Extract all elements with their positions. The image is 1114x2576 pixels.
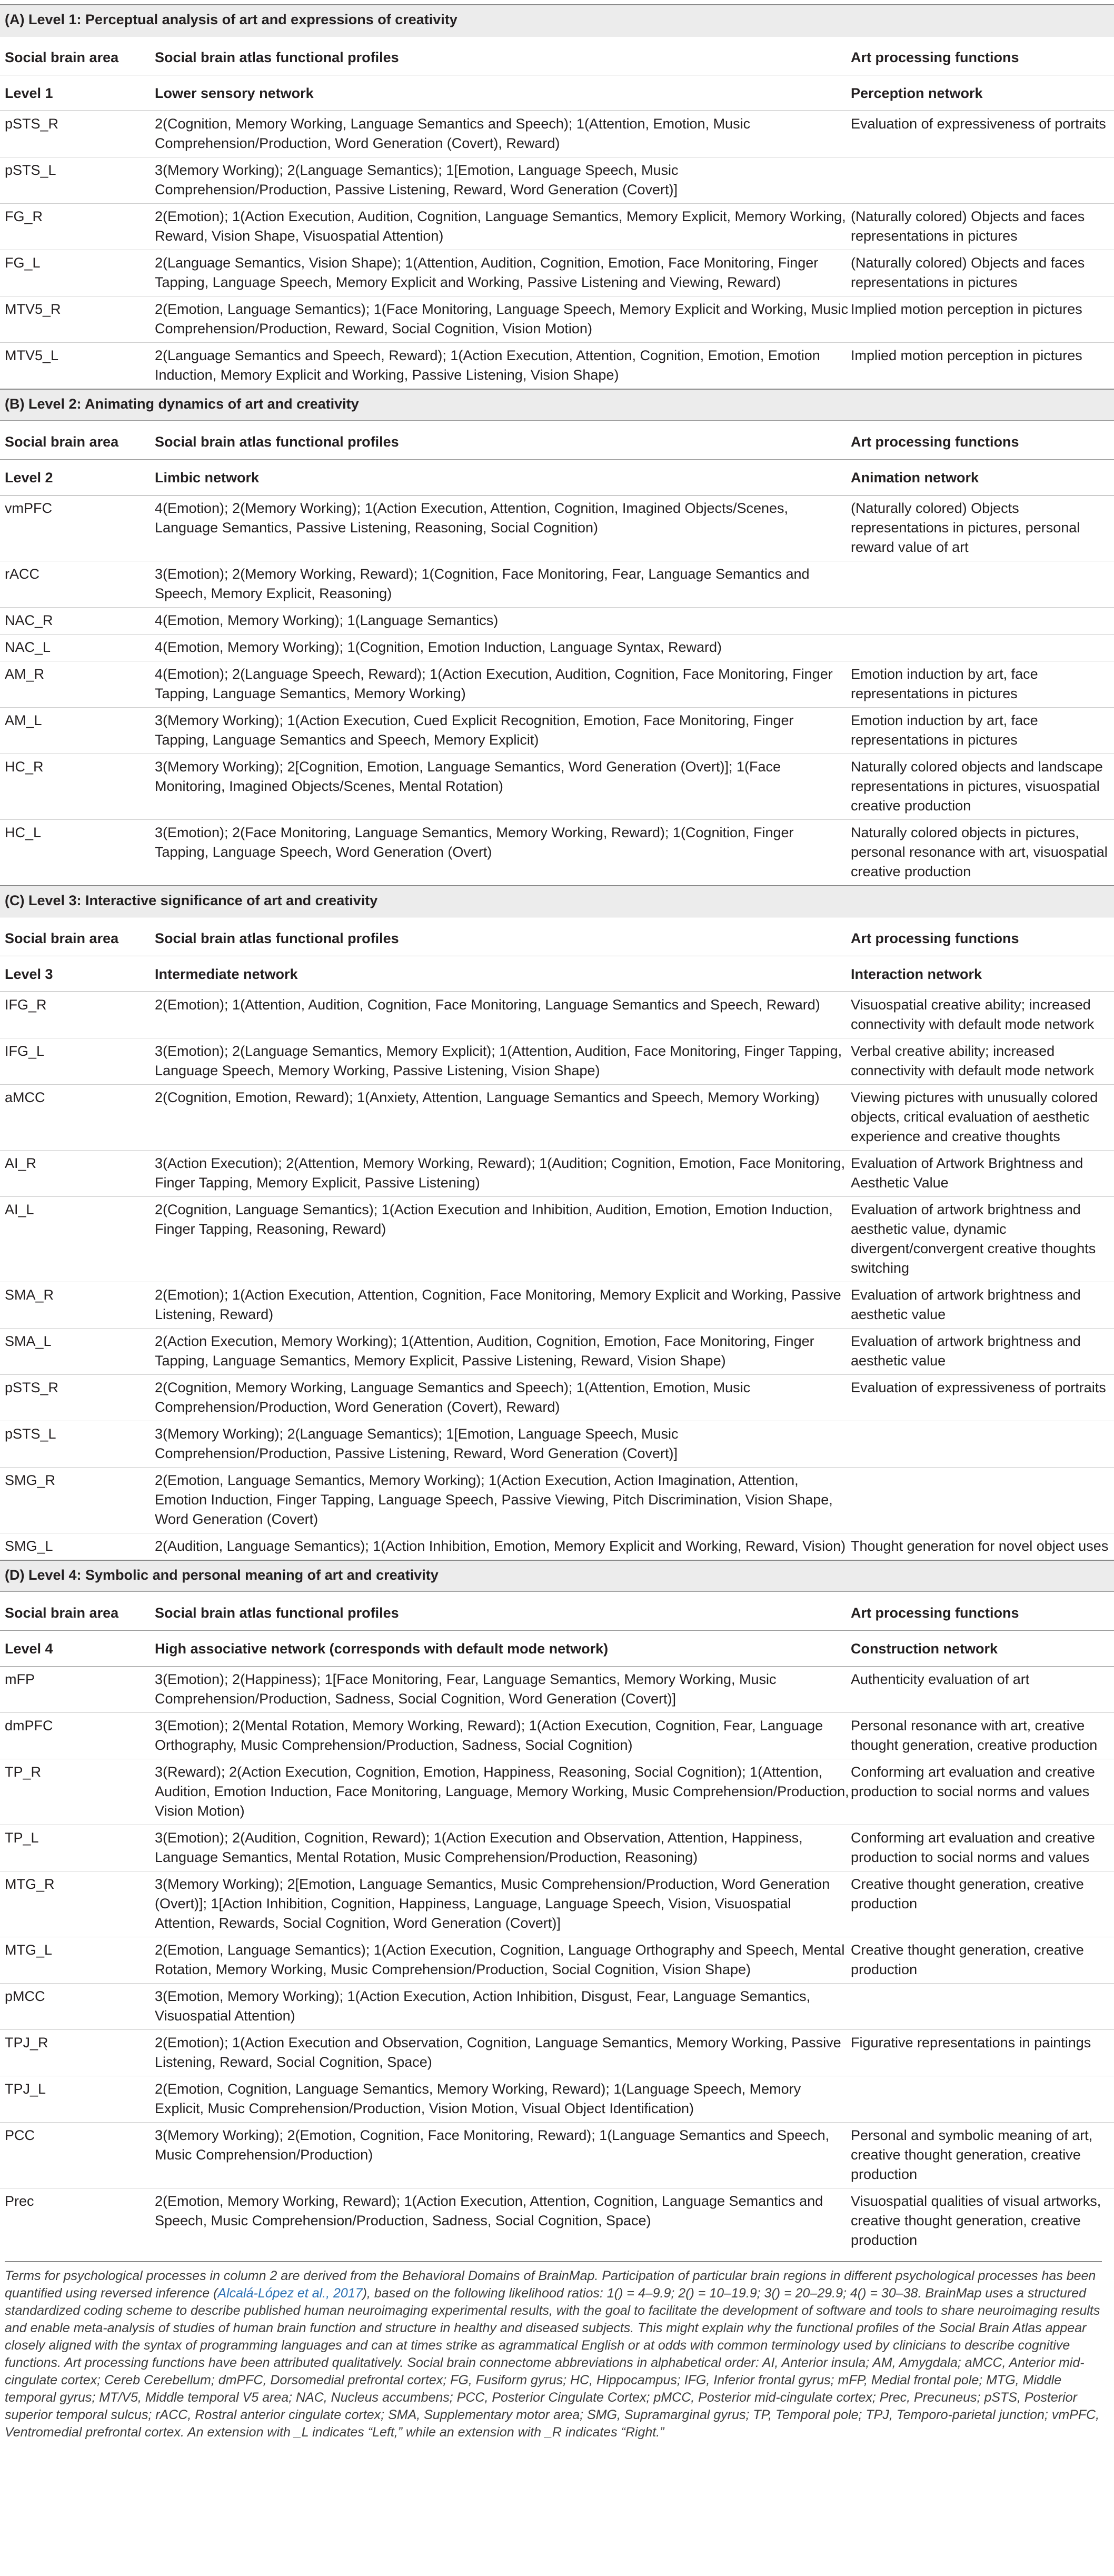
table-row [0, 1984, 1114, 2030]
brain-area-cell: Prec [0, 2188, 150, 2254]
art-function-cell: (Naturally colored) Objects representations in pictures, personal reward value of art [851, 496, 1114, 561]
art-function-cell: Implied motion perception in pictures [851, 296, 1114, 343]
section-title: (D) Level 4: Symbolic and personal meaning of art and creativity [0, 1560, 1114, 1592]
level-label: Level 3 [0, 956, 150, 992]
brain-area-cell: pSTS_L [0, 157, 150, 204]
art-function-cell: Emotion induction by art, face representations in pictures [851, 708, 1114, 754]
brain-area-cell: IFG_L [0, 1038, 150, 1085]
functional-profile-cell: 3(Action Execution); 2(Attention, Memory Working, Reward); 1(Audition; Cognition, Emotion, Face Monitoring, Finger Tapping, Memory Explicit, Passive Listening) [150, 1151, 851, 1197]
functional-profile-cell: 2(Action Execution, Memory Working); 1(Attention, Audition, Cognition, Emotion, Face Monitoring, Finger Tapping, Language Semantics, Memory Explicit, Passive Listening, Reward, Vision Shape) [150, 1329, 851, 1375]
brain-area-cell: dmPFC [0, 1713, 150, 1759]
functional-profile-cell: 2(Audition, Language Semantics); 1(Action Inhibition, Emotion, Memory Explicit and Working, Reward, Vision) [150, 1533, 851, 1561]
brain-area-cell: TP_R [0, 1759, 150, 1825]
table-row [0, 1038, 1114, 1085]
brain-area-cell: vmPFC [0, 496, 150, 561]
art-function-cell: Naturally colored objects and landscape representations in pictures, visuospatial creative production [851, 754, 1114, 820]
functional-profile-cell: 3(Memory Working); 1(Action Execution, Cued Explicit Recognition, Emotion, Face Monitoring, Finger Tapping, Language Semantics and Speech, Memory Explicit) [150, 708, 851, 754]
functional-profile-cell: 2(Cognition, Emotion, Reward); 1(Anxiety, Attention, Language Semantics and Speech, Memory Working) [150, 1085, 851, 1151]
section-title: (B) Level 2: Animating dynamics of art and creativity [0, 389, 1114, 421]
brain-area-cell: MTG_R [0, 1871, 150, 1937]
brain-area-cell: aMCC [0, 1085, 150, 1151]
column-header-row [0, 1592, 1114, 1631]
brain-area-cell: MTG_L [0, 1937, 150, 1984]
table-row [0, 2123, 1114, 2188]
table-row [0, 1667, 1114, 1713]
functional-profile-cell: 3(Emotion); 2(Face Monitoring, Language Semantics, Memory Working, Reward); 1(Cognition, Finger Tapping, Language Speech, Word Generation (Overt) [150, 820, 851, 886]
functional-profile-cell: 2(Emotion, Language Semantics); 1(Action Execution, Cognition, Language Orthography and Speech, Mental Rotation, Memory Working, Music Comprehension/Production, Social Cognition, Vision Shape) [150, 1937, 851, 1984]
table-row [0, 157, 1114, 204]
table-row [0, 635, 1114, 661]
table-row [0, 1085, 1114, 1151]
brain-area-cell: pSTS_R [0, 1375, 150, 1421]
table-row [0, 496, 1114, 561]
functional-profile-cell: 3(Memory Working); 2[Emotion, Language Semantics, Music Comprehension/Production, Word Generation (Overt)]; 1[Action Inhibition, Cognition, Happiness, Language, Language Speech, Vision, Visuospatial Attention, Rewards, Social Cognition, Word Generation (Covert)] [150, 1871, 851, 1937]
functional-profile-cell: 4(Emotion); 2(Language Speech, Reward); 1(Action Execution, Audition, Cognition, Face Monitoring, Finger Tapping, Language Semantics, Memory Working) [150, 661, 851, 708]
functional-profile-cell: 4(Emotion); 2(Memory Working); 1(Action Execution, Attention, Cognition, Imagined Objects/Scenes, Language Semantics, Passive Listening, Reasoning, Social Cognition) [150, 496, 851, 561]
functional-profile-cell: 2(Emotion, Memory Working, Reward); 1(Action Execution, Attention, Cognition, Language Semantics and Speech, Music Comprehension/Production, Sadness, Social Cognition, Space) [150, 2188, 851, 2254]
brain-area-cell: TP_L [0, 1825, 150, 1871]
art-function-cell: Evaluation of Artwork Brightness and Aesthetic Value [851, 1151, 1114, 1197]
table-row [0, 661, 1114, 708]
table-row [0, 2076, 1114, 2123]
table-row [0, 2188, 1114, 2254]
brain-area-cell: MTV5_L [0, 343, 150, 390]
functional-profile-cell: 2(Emotion, Cognition, Language Semantics, Memory Working, Reward); 1(Language Speech, Memory Explicit, Music Comprehension/Production, Vision Motion, Visual Object Identification) [150, 2076, 851, 2123]
column-header-profiles: Social brain atlas functional profiles [155, 1605, 399, 1621]
table-row [0, 992, 1114, 1038]
column-header-area: Social brain area [5, 1605, 119, 1621]
table-row [0, 204, 1114, 250]
brain-area-cell: rACC [0, 561, 150, 608]
brain-area-cell: FG_R [0, 204, 150, 250]
functional-profile-cell: 3(Emotion); 2(Memory Working, Reward); 1(Cognition, Face Monitoring, Fear, Language Semantics and Speech, Memory Explicit, Reasoning) [150, 561, 851, 608]
table-row [0, 1329, 1114, 1375]
art-function-cell: Implied motion perception in pictures [851, 343, 1114, 390]
level-row [0, 75, 1114, 111]
art-function-cell: Emotion induction by art, face representations in pictures [851, 661, 1114, 708]
table-row [0, 561, 1114, 608]
brain-area-cell: pSTS_R [0, 111, 150, 157]
table-row [0, 820, 1114, 886]
brain-area-cell: pMCC [0, 1984, 150, 2030]
functional-profile-cell: 3(Emotion, Memory Working); 1(Action Execution, Action Inhibition, Disgust, Fear, Language Semantics, Visuospatial Attention) [150, 1984, 851, 2030]
art-function-cell: Verbal creative ability; increased connectivity with default mode network [851, 1038, 1114, 1085]
table-row [0, 1937, 1114, 1984]
brain-area-cell: AM_L [0, 708, 150, 754]
functional-profile-cell: 3(Reward); 2(Action Execution, Cognition, Emotion, Happiness, Reasoning, Social Cognition); 1(Attention, Audition, Emotion Induction, Face Monitoring, Language, Memory Working, Music Comprehension/Production, Vision Motion) [150, 1759, 851, 1825]
functional-profile-cell: 3(Memory Working); 2(Emotion, Cognition, Face Monitoring, Reward); 1(Language Semantics and Speech, Music Comprehension/Production) [150, 2123, 851, 2188]
art-function-cell: Evaluation of expressiveness of portraits [851, 111, 1114, 157]
column-header-functions: Art processing functions [851, 49, 1019, 65]
function-network-label: Perception network [851, 75, 1114, 111]
functional-profile-cell: 3(Memory Working); 2(Language Semantics); 1[Emotion, Language Speech, Music Comprehension/Production, Passive Listening, Reward, Word Generation (Covert)] [150, 1421, 851, 1468]
table-row [0, 1759, 1114, 1825]
functional-profile-cell: 4(Emotion, Memory Working); 1(Cognition, Emotion Induction, Language Syntax, Reward) [150, 635, 851, 661]
brain-area-cell: NAC_R [0, 608, 150, 635]
function-network-label: Animation network [851, 460, 1114, 496]
section-header-row [0, 1560, 1114, 1592]
table-row [0, 1151, 1114, 1197]
level-label: Level 1 [0, 75, 150, 111]
column-header-row [0, 421, 1114, 460]
art-function-cell [851, 608, 1114, 635]
art-function-cell [851, 1421, 1114, 1468]
table-row [0, 1533, 1114, 1561]
art-function-cell: Viewing pictures with unusually colored objects, critical evaluation of aesthetic experience and creative thoughts [851, 1085, 1114, 1151]
table-row [0, 2030, 1114, 2076]
art-function-cell [851, 1468, 1114, 1533]
functional-profile-cell: 2(Emotion); 1(Action Execution, Audition, Cognition, Language Semantics, Memory Explicit, Memory Working, Reward, Vision Shape, Visuospatial Attention) [150, 204, 851, 250]
art-function-cell: Conforming art evaluation and creative production to social norms and values [851, 1825, 1114, 1871]
art-function-cell: Personal resonance with art, creative thought generation, creative production [851, 1713, 1114, 1759]
table-body [0, 5, 1114, 2254]
art-function-cell: Creative thought generation, creative production [851, 1937, 1114, 1984]
section-header-row [0, 5, 1114, 36]
functional-profile-cell: 2(Cognition, Language Semantics); 1(Action Execution and Inhibition, Audition, Emotion, Emotion Induction, Finger Tapping, Reasoning, Reward) [150, 1197, 851, 1282]
column-header-area: Social brain area [5, 49, 119, 65]
table-row [0, 1375, 1114, 1421]
functional-profile-cell: 2(Language Semantics, Vision Shape); 1(Attention, Audition, Cognition, Emotion, Face Monitoring, Finger Tapping, Language Speech, Memory Explicit and Working, Passive Listening and Viewing, Reward) [150, 250, 851, 296]
art-function-cell: Visuospatial qualities of visual artworks, creative thought generation, creative production [851, 2188, 1114, 2254]
table-row [0, 296, 1114, 343]
art-function-cell [851, 635, 1114, 661]
brain-area-cell: MTV5_R [0, 296, 150, 343]
art-function-cell: Figurative representations in paintings [851, 2030, 1114, 2076]
section-title: (C) Level 3: Interactive significance of art and creativity [0, 886, 1114, 917]
brain-area-cell: TPJ_L [0, 2076, 150, 2123]
brain-area-cell: FG_L [0, 250, 150, 296]
art-function-cell: Authenticity evaluation of art [851, 1667, 1114, 1713]
column-header-profiles: Social brain atlas functional profiles [155, 930, 399, 946]
functional-profile-cell: 3(Memory Working); 2[Cognition, Emotion, Language Semantics, Word Generation (Overt)]; 1(Face Monitoring, Imagined Objects/Scenes, Mental Rotation) [150, 754, 851, 820]
table-row [0, 1468, 1114, 1533]
brain-area-cell: TPJ_R [0, 2030, 150, 2076]
function-network-label: Construction network [851, 1631, 1114, 1667]
column-header-profiles: Social brain atlas functional profiles [155, 434, 399, 450]
art-function-cell [851, 561, 1114, 608]
table-row [0, 1871, 1114, 1937]
table-row [0, 1282, 1114, 1329]
brain-area-cell: SMG_R [0, 1468, 150, 1533]
functional-profile-cell: 2(Emotion, Language Semantics, Memory Working); 1(Action Execution, Action Imagination, Attention, Emotion Induction, Finger Tapping, Language Speech, Passive Viewing, Pitch Discrimination, Vision Shape, Word Generation (Covert) [150, 1468, 851, 1533]
column-header-profiles: Social brain atlas functional profiles [155, 49, 399, 65]
art-function-cell [851, 157, 1114, 204]
table-row [0, 1421, 1114, 1468]
brain-area-cell: HC_L [0, 820, 150, 886]
table-row [0, 754, 1114, 820]
functional-profile-cell: 3(Emotion); 2(Happiness); 1[Face Monitoring, Fear, Language Semantics, Memory Working, Music Comprehension/Production, Sadness, Social Cognition, Word Generation (Covert)] [150, 1667, 851, 1713]
column-header-functions: Art processing functions [851, 930, 1019, 946]
level-label: Level 2 [0, 460, 150, 496]
functional-profile-cell: 2(Cognition, Memory Working, Language Semantics and Speech); 1(Attention, Emotion, Music Comprehension/Production, Word Generation (Covert), Reward) [150, 1375, 851, 1421]
section-header-row [0, 886, 1114, 917]
brain-area-cell: SMG_L [0, 1533, 150, 1561]
art-function-cell: Evaluation of artwork brightness and aesthetic value [851, 1329, 1114, 1375]
table-row [0, 1713, 1114, 1759]
art-function-cell: Evaluation of expressiveness of portraits [851, 1375, 1114, 1421]
table-row [0, 111, 1114, 157]
table-footnote [5, 2261, 1102, 2441]
art-function-cell: Personal and symbolic meaning of art, creative thought generation, creative production [851, 2123, 1114, 2188]
table-row [0, 1825, 1114, 1871]
level-row [0, 956, 1114, 992]
level-label: Level 4 [0, 1631, 150, 1667]
table-row [0, 708, 1114, 754]
art-function-cell: Visuospatial creative ability; increased connectivity with default mode network [851, 992, 1114, 1038]
column-header-row [0, 917, 1114, 956]
functional-profile-cell: 2(Language Semantics and Speech, Reward); 1(Action Execution, Attention, Cognition, Emotion, Emotion Induction, Memory Explicit and Working, Passive Listening, Vision Shape) [150, 343, 851, 390]
brain-area-cell: NAC_L [0, 635, 150, 661]
art-function-cell: (Naturally colored) Objects and faces representations in pictures [851, 250, 1114, 296]
brain-area-cell: AI_R [0, 1151, 150, 1197]
column-header-row [0, 36, 1114, 75]
art-function-cell: (Naturally colored) Objects and faces representations in pictures [851, 204, 1114, 250]
level-row [0, 460, 1114, 496]
brain-area-cell: pSTS_L [0, 1421, 150, 1468]
footnote-text-2: ), based on the following likelihood ratios: 1() = 4–9.9; 2() = 10–19.9; 3() = 20–29.9; 4() = 30–38. BrainMap uses a structured standardized coding scheme to describe published human neuroimaging experimental results, with the goal to facilitate the development of software and tools to share neuroimaging results and enable meta-analysis of studies of human brain function and structure in healthy and diseased subjects. This might explain why the functional profiles of the Social Brain Atlas appear closely aligned with the syntax of programming languages and can at times strike as agrammatical English or at odds with common terminology used by clinicians to describe cognitive functions. Art processing functions have been attributed qualitatively. Social brain connectome abbreviations in alphabetical order: AI, Anterior insula; AM, Amygdala; aMCC, Anterior mid-cingulate cortex; Cereb Cerebellum; dmPFC, Dorsomedial prefrontal cortex; FG, Fusiform gyrus; HC, Hippocampus; IFG, Inferior frontal gyrus; mFP, Medial frontal pole; MTG, Middle temporal gyrus; MT/V5, Middle temporal V5 area; NAC, Nucleus accumbens; PCC, Posterior Cingulate Cortex; pMCC, Posterior mid-cingulate cortex; Prec, Precuneus; pSTS, Posterior superior temporal sulcus; rACC, Rostral anterior cingulate cortex; SMA, Supplementary motor area; SMG, Supramarginal gyrus; TP, Temporal pole; TPJ, Temporo-parietal junction; vmPFC, Ventromedial prefrontal cortex. An extension with _L indicates “Left,” while an extension with _R indicates “Right.” [5, 2286, 1100, 2440]
footnote-citation-link[interactable]: Alcalá-López et al., 2017 [217, 2286, 363, 2301]
art-function-cell: Thought generation for novel object uses [851, 1533, 1114, 1561]
functional-profile-cell: 2(Emotion); 1(Attention, Audition, Cognition, Face Monitoring, Language Semantics and Speech, Reward) [150, 992, 851, 1038]
table-row [0, 343, 1114, 390]
brain-area-cell: AI_L [0, 1197, 150, 1282]
functional-profile-cell: 2(Cognition, Memory Working, Language Semantics and Speech); 1(Attention, Emotion, Music Comprehension/Production, Word Generation (Covert), Reward) [150, 111, 851, 157]
network-label: High associative network (corresponds with default mode network) [150, 1631, 851, 1667]
art-function-cell [851, 2076, 1114, 2123]
art-function-cell: Naturally colored objects in pictures, personal resonance with art, visuospatial creative production [851, 820, 1114, 886]
brain-area-cell: SMA_R [0, 1282, 150, 1329]
network-label: Lower sensory network [150, 75, 851, 111]
brain-area-cell: IFG_R [0, 992, 150, 1038]
functional-profile-cell: 3(Emotion); 2(Mental Rotation, Memory Working, Reward); 1(Action Execution, Cognition, Fear, Language Orthography, Music Comprehension/Production, Sadness, Social Cognition) [150, 1713, 851, 1759]
section-header-row [0, 389, 1114, 421]
footnote-text-1: Terms for psychological processes in column 2 are derived from the Behavioral Domains of BrainMap. Participation of particular brain regions in different psychological processes has been quantified using reversed inference ( [5, 2268, 1096, 2301]
art-function-cell: Creative thought generation, creative production [851, 1871, 1114, 1937]
network-label: Intermediate network [150, 956, 851, 992]
functional-profile-cell: 4(Emotion, Memory Working); 1(Language Semantics) [150, 608, 851, 635]
brain-area-cell: mFP [0, 1667, 150, 1713]
art-function-cell: Conforming art evaluation and creative production to social norms and values [851, 1759, 1114, 1825]
art-function-cell [851, 1984, 1114, 2030]
art-function-cell: Evaluation of artwork brightness and aesthetic value [851, 1282, 1114, 1329]
column-header-functions: Art processing functions [851, 434, 1019, 450]
brain-area-cell: HC_R [0, 754, 150, 820]
table-row [0, 250, 1114, 296]
functional-profile-cell: 2(Emotion); 1(Action Execution and Observation, Cognition, Language Semantics, Memory Working, Passive Listening, Reward, Social Cognition, Space) [150, 2030, 851, 2076]
brain-atlas-table [0, 4, 1114, 2254]
functional-profile-cell: 2(Emotion, Language Semantics); 1(Face Monitoring, Language Speech, Memory Explicit and Working, Music Comprehension/Production, Reward, Social Cognition, Vision Motion) [150, 296, 851, 343]
functional-profile-cell: 3(Emotion); 2(Language Semantics, Memory Explicit); 1(Attention, Audition, Face Monitoring, Finger Tapping, Language Speech, Memory Working, Passive Listening, Vision Shape) [150, 1038, 851, 1085]
column-header-area: Social brain area [5, 434, 119, 450]
table-row [0, 1197, 1114, 1282]
level-row [0, 1631, 1114, 1667]
functional-profile-cell: 3(Memory Working); 2(Language Semantics); 1[Emotion, Language Speech, Music Comprehension/Production, Passive Listening, Reward, Word Generation (Covert)] [150, 157, 851, 204]
section-title: (A) Level 1: Perceptual analysis of art and expressions of creativity [0, 5, 1114, 36]
column-header-functions: Art processing functions [851, 1605, 1019, 1621]
brain-area-cell: AM_R [0, 661, 150, 708]
network-label: Limbic network [150, 460, 851, 496]
column-header-area: Social brain area [5, 930, 119, 946]
brain-area-cell: SMA_L [0, 1329, 150, 1375]
functional-profile-cell: 2(Emotion); 1(Action Execution, Attention, Cognition, Face Monitoring, Memory Explicit and Working, Passive Listening, Reward) [150, 1282, 851, 1329]
art-function-cell: Evaluation of artwork brightness and aesthetic value, dynamic divergent/convergent creative thoughts switching [851, 1197, 1114, 1282]
function-network-label: Interaction network [851, 956, 1114, 992]
brain-area-cell: PCC [0, 2123, 150, 2188]
table-row [0, 608, 1114, 635]
functional-profile-cell: 3(Emotion); 2(Audition, Cognition, Reward); 1(Action Execution and Observation, Attention, Happiness, Language Semantics, Mental Rotation, Music Comprehension/Production, Reasoning) [150, 1825, 851, 1871]
